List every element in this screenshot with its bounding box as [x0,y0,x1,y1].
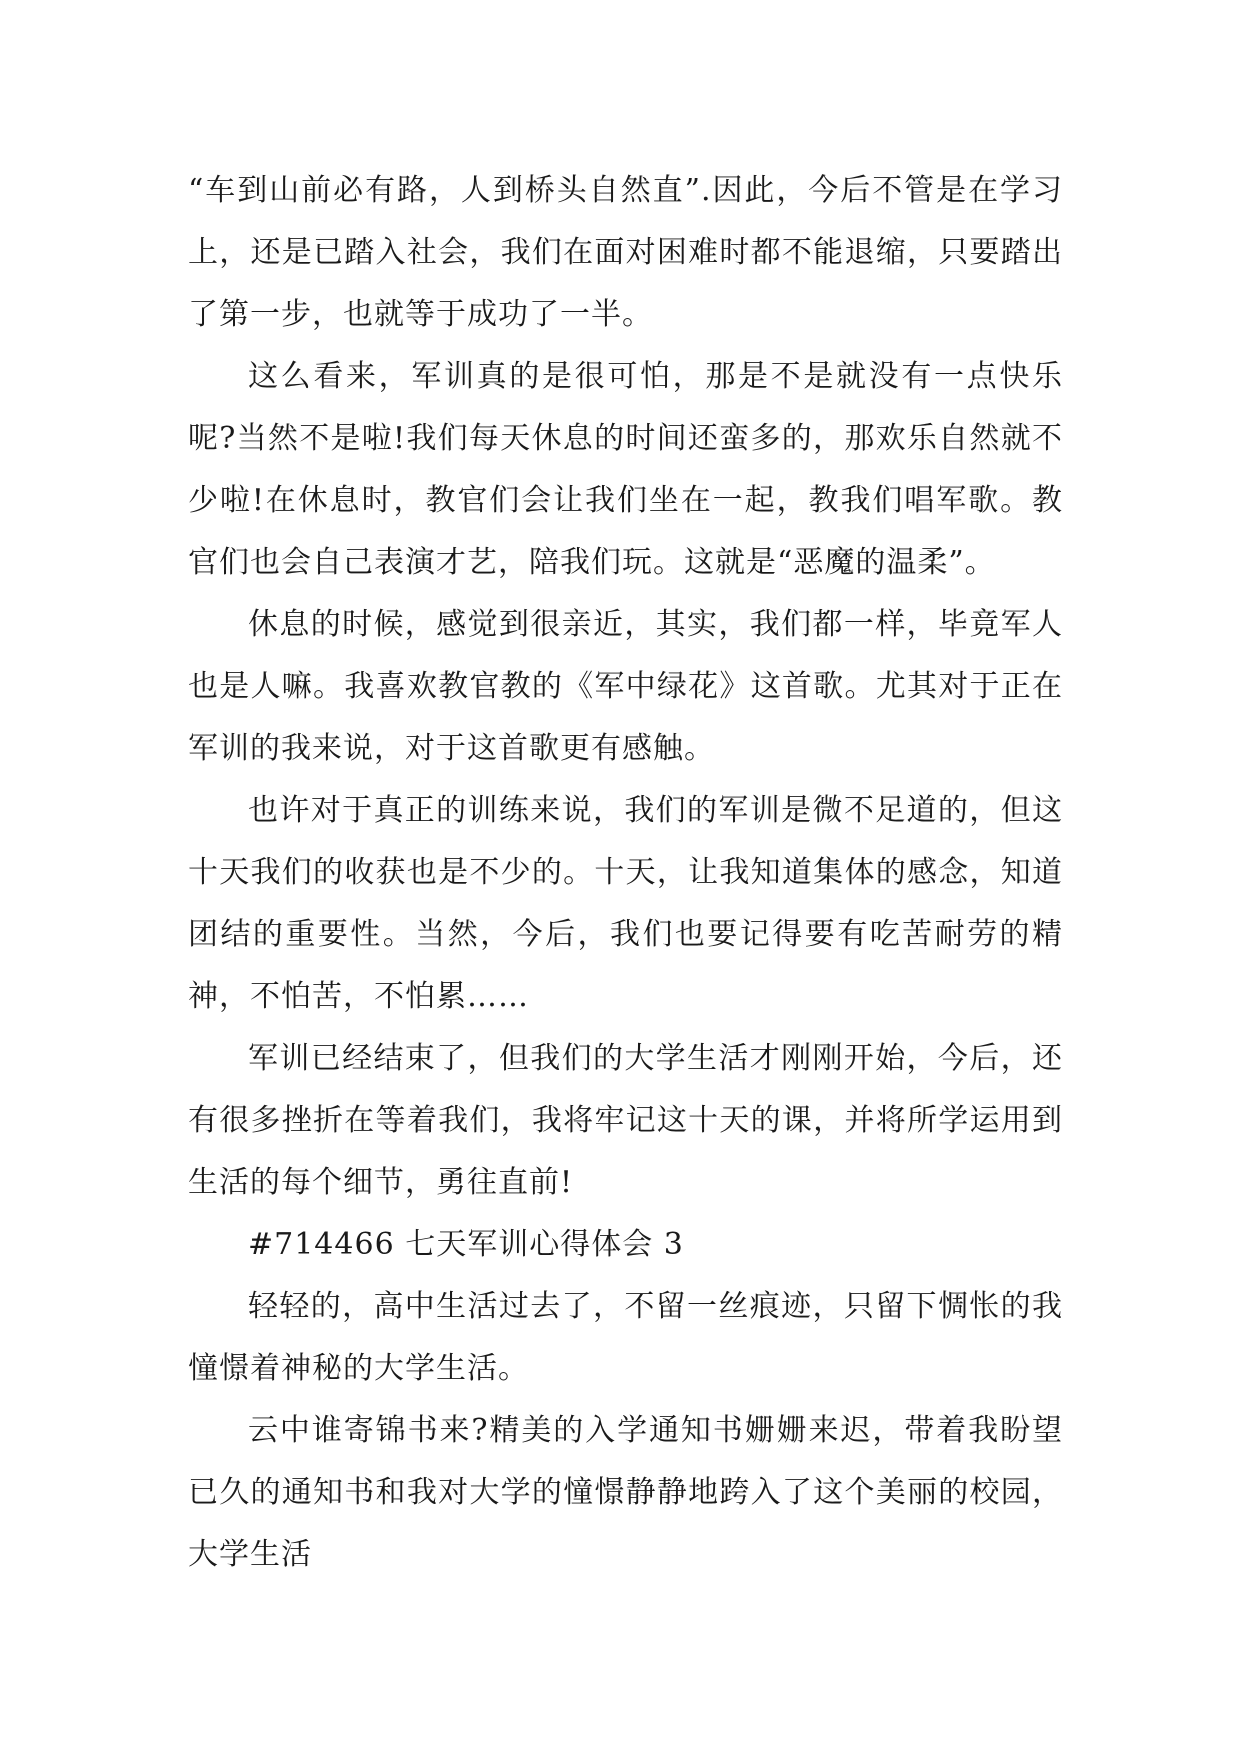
paragraph: 也许对于真正的训练来说，我们的军训是微不足道的，但这十天我们的收获也是不少的。十天，让我知道集体的感念，知道团结的重要性。当然，今后，我们也要记得要有吃苦耐劳的精神，不怕苦，不怕累…… [188,793,1063,1014]
document-body [188,160,1063,1586]
paragraph: “车到山前必有路，人到桥头自然直”.因此，今后不管是在学习上，还是已踏入社会，我们在面对困难时都不能退缩，只要踏出了第一步，也就等于成功了一半。 [188,173,1063,332]
paragraph: 轻轻的，高中生活过去了，不留一丝痕迹，只留下惆怅的我憧憬着神秘的大学生活。 [188,1289,1063,1386]
paragraph: 云中谁寄锦书来?精美的入学通知书姗姗来迟，带着我盼望已久的通知书和我对大学的憧憬静静地跨入了这个美丽的校园，大学生活 [188,1413,1063,1572]
paragraph: 这么看来，军训真的是很可怕，那是不是就没有一点快乐呢?当然不是啦!我们每天休息的时间还蛮多的，那欢乐自然就不少啦!在休息时，教官们会让我们坐在一起，教我们唱军歌。教官们也会自己表演才艺，陪我们玩。这就是“恶魔的温柔”。 [188,359,1063,580]
section-heading: #714466 七天军训心得体会 3 [248,1227,684,1262]
paragraph: 休息的时候，感觉到很亲近，其实，我们都一样，毕竟军人也是人嘛。我喜欢教官教的《军中绿花》这首歌。尤其对于正在军训的我来说，对于这首歌更有感触。 [188,607,1063,766]
paragraph: 军训已经结束了，但我们的大学生活才刚刚开始，今后，还有很多挫折在等着我们，我将牢记这十天的课，并将所学运用到生活的每个细节，勇往直前! [188,1041,1063,1200]
